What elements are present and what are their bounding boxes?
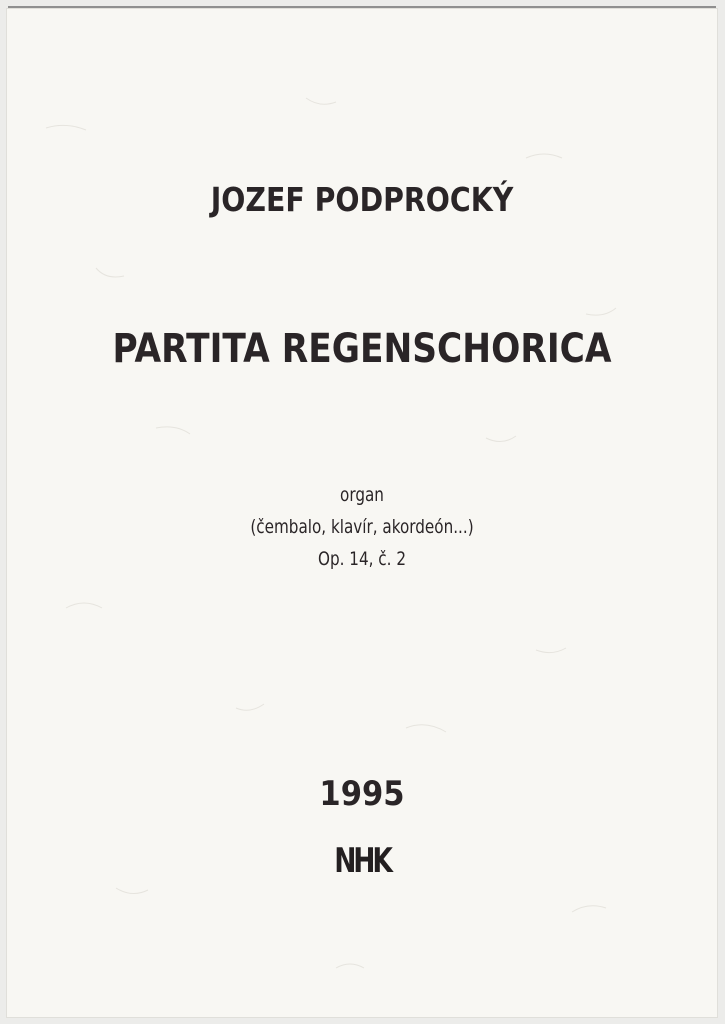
publication-year: 1995	[319, 774, 405, 814]
cover-page	[6, 8, 718, 1018]
instrument-text: organ	[340, 484, 384, 506]
composer-name: JOZEF PODPROCKÝ	[210, 180, 514, 219]
alternative-instruments: (čembalo, klavír, akordeón...)	[250, 516, 474, 538]
publisher-logo: NHK	[334, 841, 390, 881]
opus-number: Op. 14, č. 2	[318, 548, 406, 570]
work-title: PARTITA REGENSCHORICA	[112, 326, 612, 372]
